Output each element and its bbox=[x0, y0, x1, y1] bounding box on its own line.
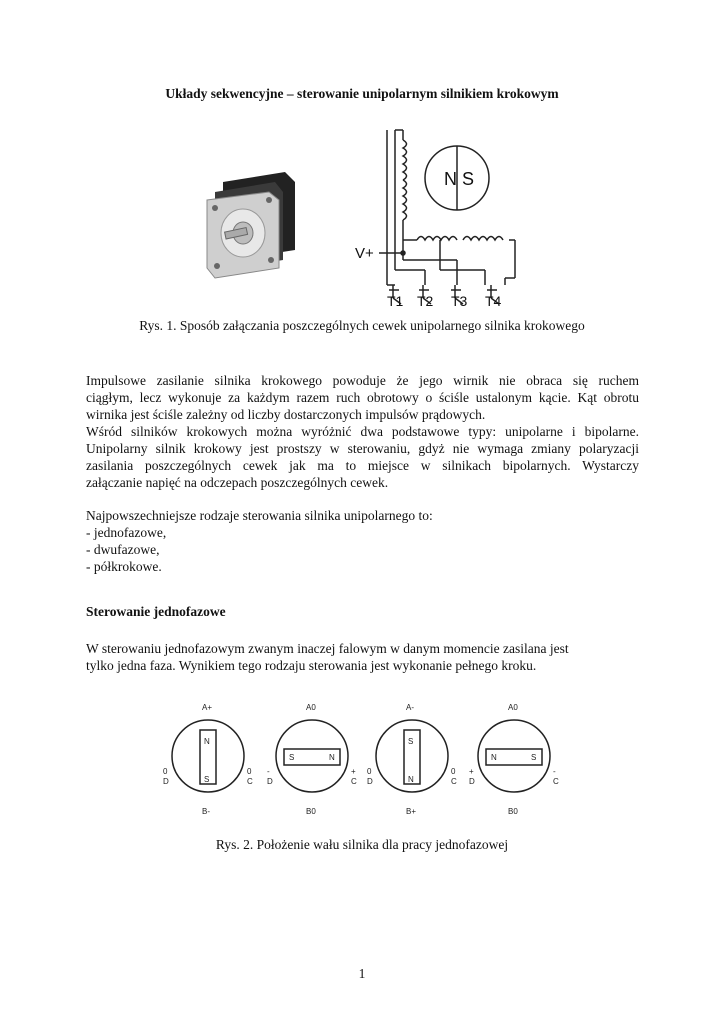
page-number: 1 bbox=[358, 966, 366, 981]
transistor-t3-label: T3 bbox=[451, 293, 468, 309]
pole-right-label: C bbox=[451, 777, 457, 786]
magnet-label: S bbox=[204, 775, 210, 784]
pole-right-label: C bbox=[351, 777, 357, 786]
pole-top-label: A+ bbox=[202, 703, 213, 712]
pole-bottom-label: B- bbox=[202, 807, 210, 816]
pole-top-label: A0 bbox=[306, 703, 316, 712]
rotor-diagram-2 bbox=[267, 703, 357, 816]
intro-line: wirnika jest ściśle zależny od liczby dostarczonych impulsów prądowych. bbox=[86, 407, 486, 422]
list-item: - dwufazowe, bbox=[86, 542, 160, 557]
list-item: - półkrokowe. bbox=[86, 559, 162, 574]
pole-right-label: 0 bbox=[451, 767, 456, 776]
figure-1 bbox=[195, 120, 535, 310]
pole-right-label: C bbox=[247, 777, 253, 786]
list-item: - jednofazowe, bbox=[86, 525, 167, 540]
section-heading: Sterowanie jednofazowe bbox=[86, 604, 226, 619]
section-line: W sterowaniu jednofazowym zwanym inaczej falowym w danym momencie zasilana jest bbox=[86, 641, 569, 656]
figure-1-caption: Rys. 1. Sposób załączania poszczególnych cewek unipolarnego silnika krokowego bbox=[139, 318, 585, 333]
page-title: Układy sekwencyjne – sterowanie unipolarnym silnikiem krokowym bbox=[165, 86, 559, 101]
magnet-label: S bbox=[408, 737, 414, 746]
transistor-t1-label: T1 bbox=[387, 293, 404, 309]
magnet-label: N bbox=[491, 753, 497, 762]
intro-line: ciągłym, lecz wykonuje za każdym razem ruch obrotowy o ściśle ustalonym kącie. Kąt obrotu bbox=[86, 390, 639, 405]
figure-2-caption: Rys. 2. Położenie wału silnika dla pracy jednofazowej bbox=[215, 837, 509, 852]
magnet-label: N bbox=[204, 737, 210, 746]
pole-top-label: A0 bbox=[508, 703, 518, 712]
pole-bottom-label: B+ bbox=[406, 807, 417, 816]
pole-right-label: C bbox=[553, 777, 559, 786]
pole-left-label: D bbox=[267, 777, 273, 786]
intro-line: Impulsowe zasilanie silnika krokowego powoduje że jego wirnik nie obraca się ruchem bbox=[86, 373, 639, 388]
pole-left-label: D bbox=[469, 777, 475, 786]
pole-top-label: A- bbox=[406, 703, 414, 712]
rotor-diagram-1 bbox=[163, 703, 253, 816]
pole-left-label: 0 bbox=[367, 767, 372, 776]
figure-2 bbox=[150, 696, 570, 816]
intro-line: Unipolarny silnik krokowy jest prostszy w sterowaniu, gdyż nie wymaga zmiany polaryzacji bbox=[86, 441, 639, 456]
pole-bottom-label: B0 bbox=[508, 807, 518, 816]
pole-left-label: - bbox=[267, 767, 270, 776]
vplus-label: V+ bbox=[355, 245, 374, 262]
pole-left-label: D bbox=[163, 777, 169, 786]
magnet-label: S bbox=[531, 753, 537, 762]
pole-right-label: + bbox=[351, 767, 356, 776]
pole-left-label: D bbox=[367, 777, 373, 786]
pole-right-label: - bbox=[553, 767, 556, 776]
intro-line: zasilania poszczególnych cewek jak ma to miejsce w silnikach bipolarnych. Wystarczy bbox=[86, 458, 639, 473]
rotor-n-label: N bbox=[444, 169, 457, 189]
magnet-label: N bbox=[408, 775, 414, 784]
rotor-diagram-3 bbox=[367, 703, 457, 816]
section-line: tylko jedna faza. Wynikiem tego rodzaju sterowania jest wykonanie pełnego kroku. bbox=[86, 658, 537, 673]
types-list bbox=[86, 507, 639, 575]
pole-left-label: 0 bbox=[163, 767, 168, 776]
wiring-diagram bbox=[379, 130, 515, 304]
section-paragraph bbox=[86, 640, 639, 674]
transistor-t2-label: T2 bbox=[417, 293, 434, 309]
rotor-s-label: S bbox=[462, 169, 475, 189]
pole-bottom-label: B0 bbox=[306, 807, 316, 816]
pole-right-label: 0 bbox=[247, 767, 252, 776]
intro-line: Wśród silników krokowych można wyróżnić dwa podstawowe typy: unipolarne i bipolarne. bbox=[86, 424, 639, 439]
transistor-t4-label: T4 bbox=[485, 293, 502, 309]
rotor-diagram-4 bbox=[469, 703, 559, 816]
intro-line: załączanie napięć na odczepach poszczególnych cewek. bbox=[86, 475, 389, 490]
magnet-label: S bbox=[289, 753, 295, 762]
pole-left-label: + bbox=[469, 767, 474, 776]
types-lead: Najpowszechniejsze rodzaje sterowania silnika unipolarnego to: bbox=[86, 508, 433, 523]
intro-paragraph bbox=[86, 372, 639, 491]
stepper-motor-photo bbox=[207, 172, 295, 278]
magnet-label: N bbox=[329, 753, 335, 762]
